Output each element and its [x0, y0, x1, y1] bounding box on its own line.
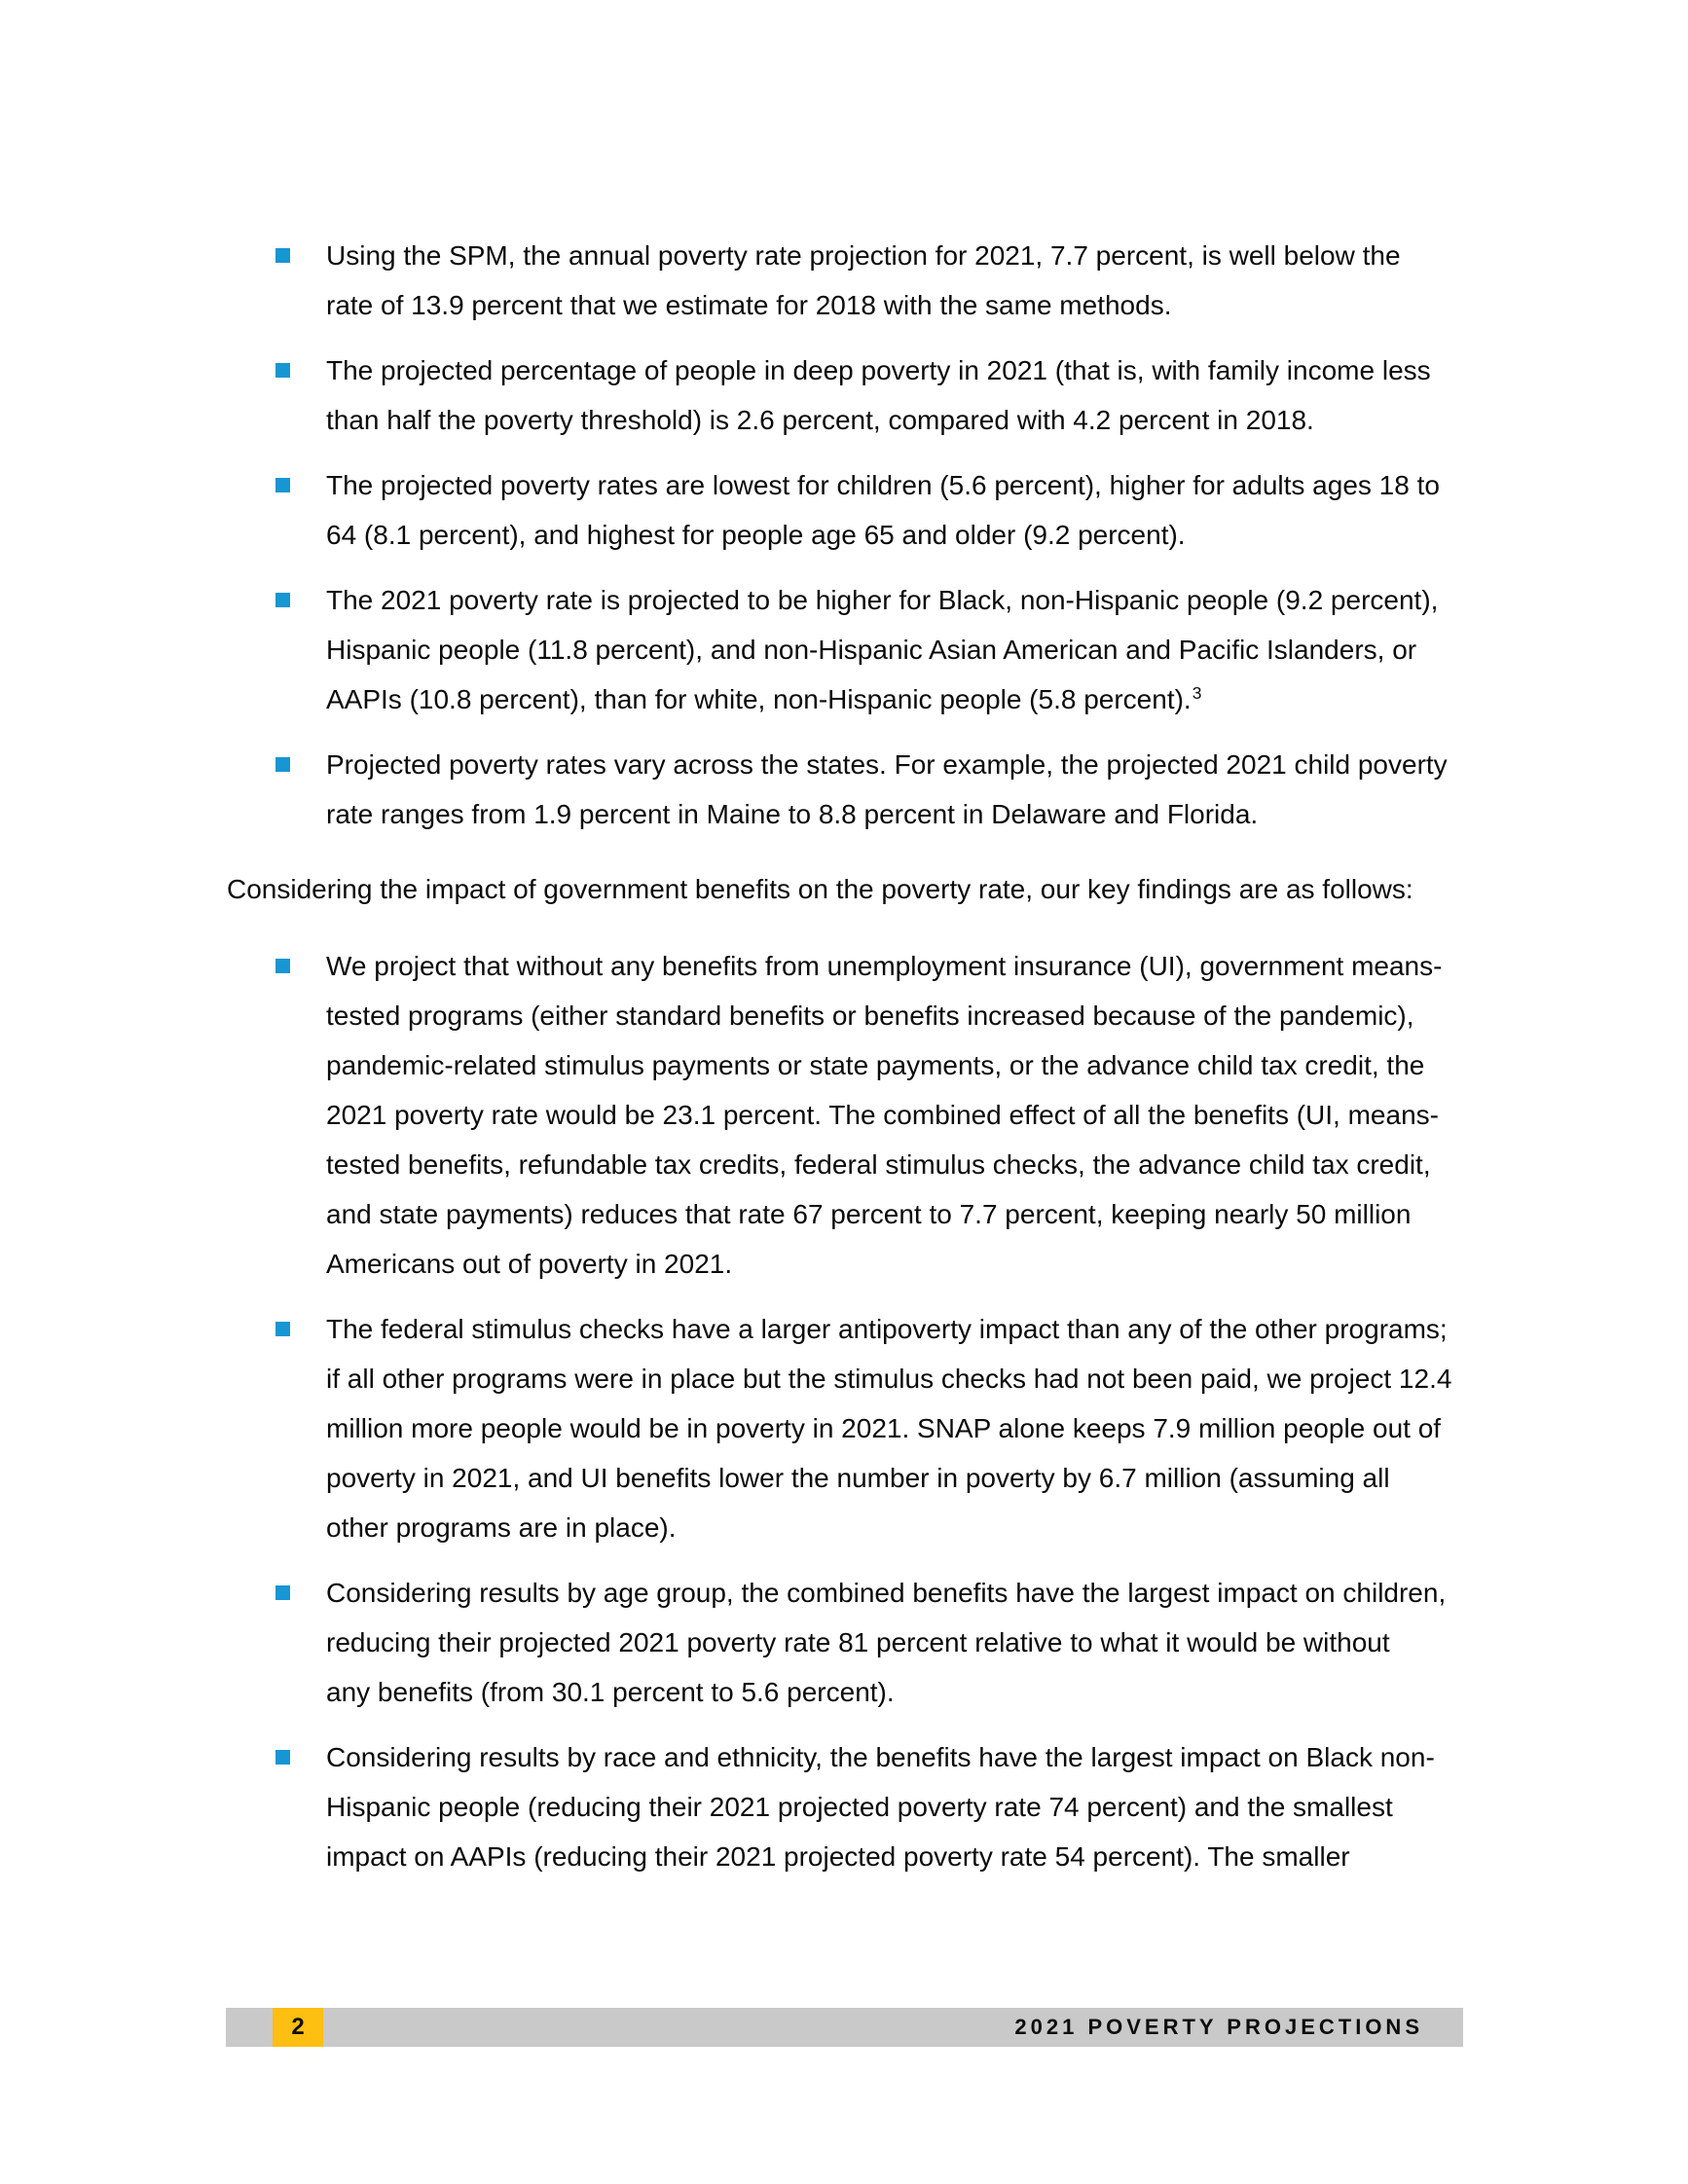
- bullet-text-line: [326, 1403, 1470, 1453]
- page-number: 2: [291, 2014, 305, 2040]
- bullet-text-line: [326, 1667, 1470, 1717]
- bullet-line-text: any benefits (from 30.1 percent to 5.6 percent).: [326, 1677, 895, 1707]
- square-bullet-icon: [275, 757, 290, 772]
- bullet-item: [227, 460, 1470, 560]
- bullet-line-text: AAPIs (10.8 percent), than for white, non-Hispanic people (5.8 percent).: [326, 684, 1192, 714]
- square-bullet-icon: [275, 959, 290, 973]
- square-bullet-icon: [275, 1585, 290, 1600]
- square-bullet-icon: [275, 593, 290, 607]
- bullet-line-text: million more people would be in poverty in 2021. SNAP alone keeps 7.9 million people out of: [326, 1413, 1442, 1443]
- footer-report-title: 2021 POVERTY PROJECTIONS: [1014, 2015, 1423, 2039]
- bullet-line-text: 64 (8.1 percent), and highest for people age 65 and older (9.2 percent).: [326, 520, 1186, 550]
- bullet-text-line: [326, 395, 1470, 445]
- bullet-line-text: than half the poverty threshold) is 2.6 percent, compared with 4.2 percent in 2018.: [326, 405, 1314, 435]
- bullet-text-line: [326, 460, 1470, 510]
- bullet-text-line: [326, 674, 1470, 724]
- bullet-text-line: [326, 941, 1470, 991]
- bullet-item: [227, 1732, 1470, 1881]
- bullet-text-line: [326, 740, 1470, 789]
- bullet-line-text: Considering results by age group, the combined benefits have the largest impact on children,: [326, 1578, 1447, 1608]
- bullet-text-line: [326, 1090, 1470, 1140]
- bullet-text: [326, 346, 1470, 445]
- bullet-item: [227, 1568, 1470, 1717]
- bullet-text-line: [326, 1304, 1470, 1354]
- bullet-text: [326, 740, 1470, 839]
- bullet-text-line: [326, 231, 1470, 280]
- bullet-line-text: Considering results by race and ethnicity, the benefits have the largest impact on Black non-: [326, 1742, 1435, 1772]
- bullet-text: [326, 460, 1470, 560]
- bullet-text-line: [326, 1189, 1470, 1239]
- bullet-line-text: The projected percentage of people in deep poverty in 2021 (that is, with family income less: [326, 355, 1431, 385]
- square-bullet-icon: [275, 478, 290, 492]
- bullet-line-text: Projected poverty rates vary across the states. For example, the projected 2021 child poverty: [326, 749, 1448, 780]
- bullet-line-text: Hispanic people (11.8 percent), and non-Hispanic Asian American and Pacific Islanders, or: [326, 635, 1417, 665]
- bullet-item: [227, 575, 1470, 724]
- bullet-item: [227, 740, 1470, 839]
- bullet-item: [227, 1304, 1470, 1552]
- bullet-item: [227, 346, 1470, 445]
- benefits-intro-paragraph: Considering the impact of government benefits on the poverty rate, our key findings are as follows:: [227, 874, 1413, 904]
- bullet-line-text: tested benefits, refundable tax credits, federal stimulus checks, the advance child tax credit,: [326, 1149, 1431, 1180]
- footer-bar: [226, 2008, 1463, 2047]
- bullet-text-line: [326, 1832, 1470, 1881]
- square-bullet-icon: [275, 1750, 290, 1765]
- square-bullet-icon: [275, 1322, 290, 1336]
- bullet-text: [326, 941, 1470, 1289]
- bullet-line-text: Americans out of poverty in 2021.: [326, 1249, 733, 1279]
- square-bullet-icon: [275, 363, 290, 378]
- bullet-text: [326, 231, 1470, 330]
- bullet-line-text: tested programs (either standard benefits or benefits increased because of the pandemic),: [326, 1001, 1414, 1031]
- page-number-badge: [273, 2008, 323, 2047]
- bullet-text: [326, 575, 1470, 724]
- bullet-text-line: [326, 1732, 1470, 1782]
- footnote-reference: 3: [1192, 682, 1202, 703]
- bullet-line-text: Using the SPM, the annual poverty rate projection for 2021, 7.7 percent, is well below the: [326, 240, 1401, 271]
- bullet-line-text: The projected poverty rates are lowest for children (5.6 percent), higher for adults ages 18 to: [326, 470, 1440, 500]
- bullet-line-text: impact on AAPIs (reducing their 2021 projected poverty rate 54 percent). The smaller: [326, 1841, 1350, 1872]
- bullet-text-line: [326, 1568, 1470, 1618]
- bullet-text-line: [326, 1618, 1470, 1667]
- bullet-line-text: 2021 poverty rate would be 23.1 percent. The combined effect of all the benefits (UI, means-: [326, 1100, 1439, 1130]
- bullet-text: [326, 1568, 1470, 1717]
- bullet-line-text: pandemic-related stimulus payments or state payments, or the advance child tax credit, the: [326, 1050, 1425, 1080]
- page-content: [227, 231, 1470, 1897]
- bullet-line-text: rate ranges from 1.9 percent in Maine to 8.8 percent in Delaware and Florida.: [326, 799, 1259, 829]
- bullet-line-text: rate of 13.9 percent that we estimate for 2018 with the same methods.: [326, 290, 1172, 320]
- bullet-text-line: [326, 991, 1470, 1040]
- bullet-text-line: [326, 575, 1470, 625]
- bullet-text-line: [326, 1503, 1470, 1552]
- bullet-text-line: [326, 1040, 1470, 1090]
- bullet-text-line: [326, 1140, 1470, 1189]
- bullet-line-text: reducing their projected 2021 poverty rate 81 percent relative to what it would be without: [326, 1627, 1390, 1657]
- bullet-text-line: [326, 346, 1470, 395]
- spm-key-findings-list: [227, 231, 1470, 855]
- bullet-line-text: other programs are in place).: [326, 1512, 677, 1543]
- bullet-line-text: poverty in 2021, and UI benefits lower the number in poverty by 6.7 million (assuming all: [326, 1463, 1390, 1493]
- bullet-item: [227, 941, 1470, 1289]
- bullet-text-line: [326, 1782, 1470, 1832]
- benefits-key-findings-list: [227, 941, 1470, 1897]
- bullet-item: [227, 231, 1470, 330]
- bullet-text-line: [326, 789, 1470, 839]
- bullet-line-text: Hispanic people (reducing their 2021 projected poverty rate 74 percent) and the smallest: [326, 1792, 1393, 1822]
- bullet-text-line: [326, 1453, 1470, 1503]
- bullet-text-line: [326, 1239, 1470, 1289]
- bullet-line-text: if all other programs were in place but the stimulus checks had not been paid, we project 12.4: [326, 1364, 1452, 1394]
- bullet-text: [326, 1304, 1470, 1552]
- bullet-line-text: The federal stimulus checks have a larger antipoverty impact than any of the other programs;: [326, 1314, 1448, 1344]
- bullet-text-line: [326, 280, 1470, 330]
- bullet-line-text: We project that without any benefits from unemployment insurance (UI), government means-: [326, 951, 1443, 981]
- bullet-line-text: The 2021 poverty rate is projected to be higher for Black, non-Hispanic people (9.2 percent),: [326, 585, 1439, 615]
- bullet-line-text: and state payments) reduces that rate 67 percent to 7.7 percent, keeping nearly 50 million: [326, 1199, 1412, 1229]
- bullet-text-line: [326, 625, 1470, 674]
- bullet-text-line: [326, 1354, 1470, 1403]
- bullet-text-line: [326, 510, 1470, 560]
- bullet-text: [326, 1732, 1470, 1881]
- square-bullet-icon: [275, 248, 290, 263]
